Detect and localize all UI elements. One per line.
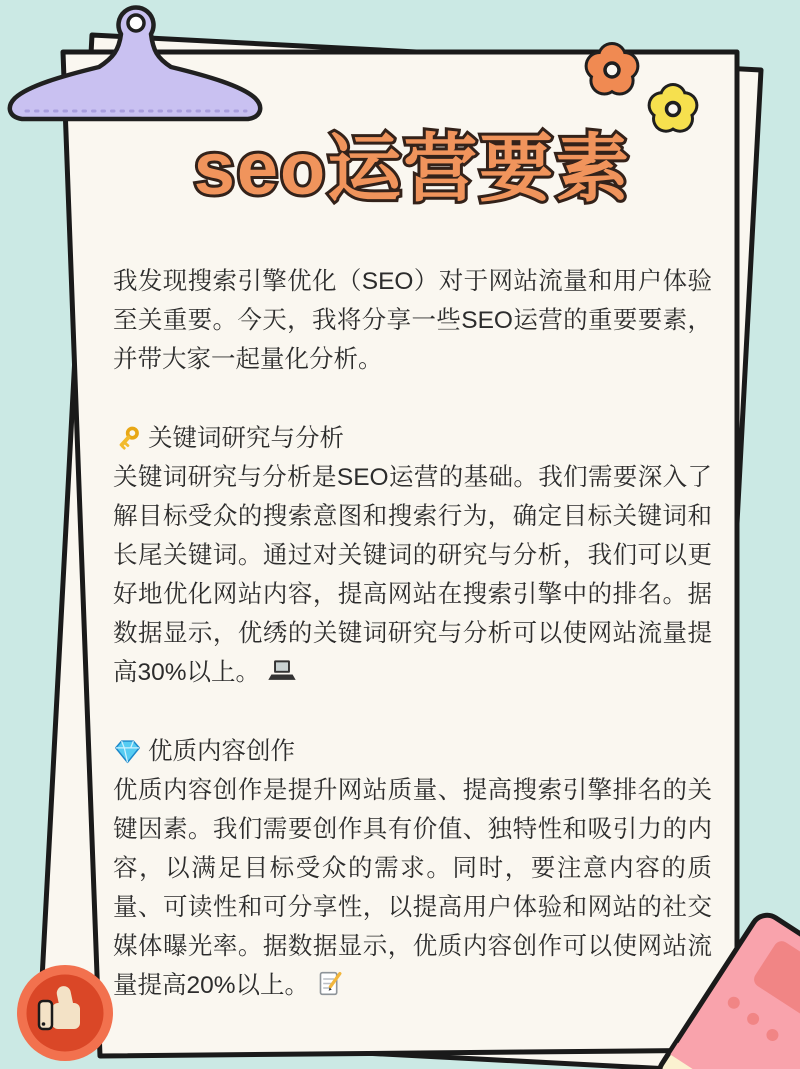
section-keyword-research (113, 419, 712, 692)
section-heading-label: 优质内容创作 (148, 738, 295, 765)
section-heading (113, 419, 712, 458)
section-content-creation (113, 732, 712, 1005)
poster-text (113, 262, 712, 1005)
gem-icon (113, 737, 142, 766)
key-icon (113, 424, 142, 453)
poster-content (113, 0, 712, 999)
section-heading (113, 732, 712, 771)
intro-paragraph: 我发现搜索引擎优化（SEO）对于网站流量和用户体验至关重要。今天，我将分享一些SEO运营的重要要素，并带大家一起量化分析。 (113, 268, 712, 373)
laptop-icon (267, 658, 297, 684)
memo-icon (316, 970, 343, 997)
poster-title: seo运营要素 (193, 127, 632, 210)
thumbs-up-icon (17, 965, 113, 1061)
section-paragraph: 优质内容创作是提升网站质量、提高搜索引擎排名的关键因素。我们需要创作具有价值、独特性和吸引力的内容，以满足目标受众的需求。同时，要注意内容的质量、可读性和可分享性，以提高用户体验和网站的社交媒体曝光率。据数据显示，优质内容创作可以使网站流量提高20%以上。 (113, 777, 712, 999)
section-paragraph: 关键词研究与分析是SEO运营的基础。我们需要深入了解目标受众的搜索意图和搜索行为，确定目标关键词和长尾关键词。通过对关键词的研究与分析，我们可以更好地优化网站内容，提高网站在搜索引擎中的排名。据数据显示，优绣的关键词研究与分析可以使网站流量提高30%以上。 (113, 464, 712, 686)
section-heading-label: 关键词研究与分析 (148, 425, 344, 452)
